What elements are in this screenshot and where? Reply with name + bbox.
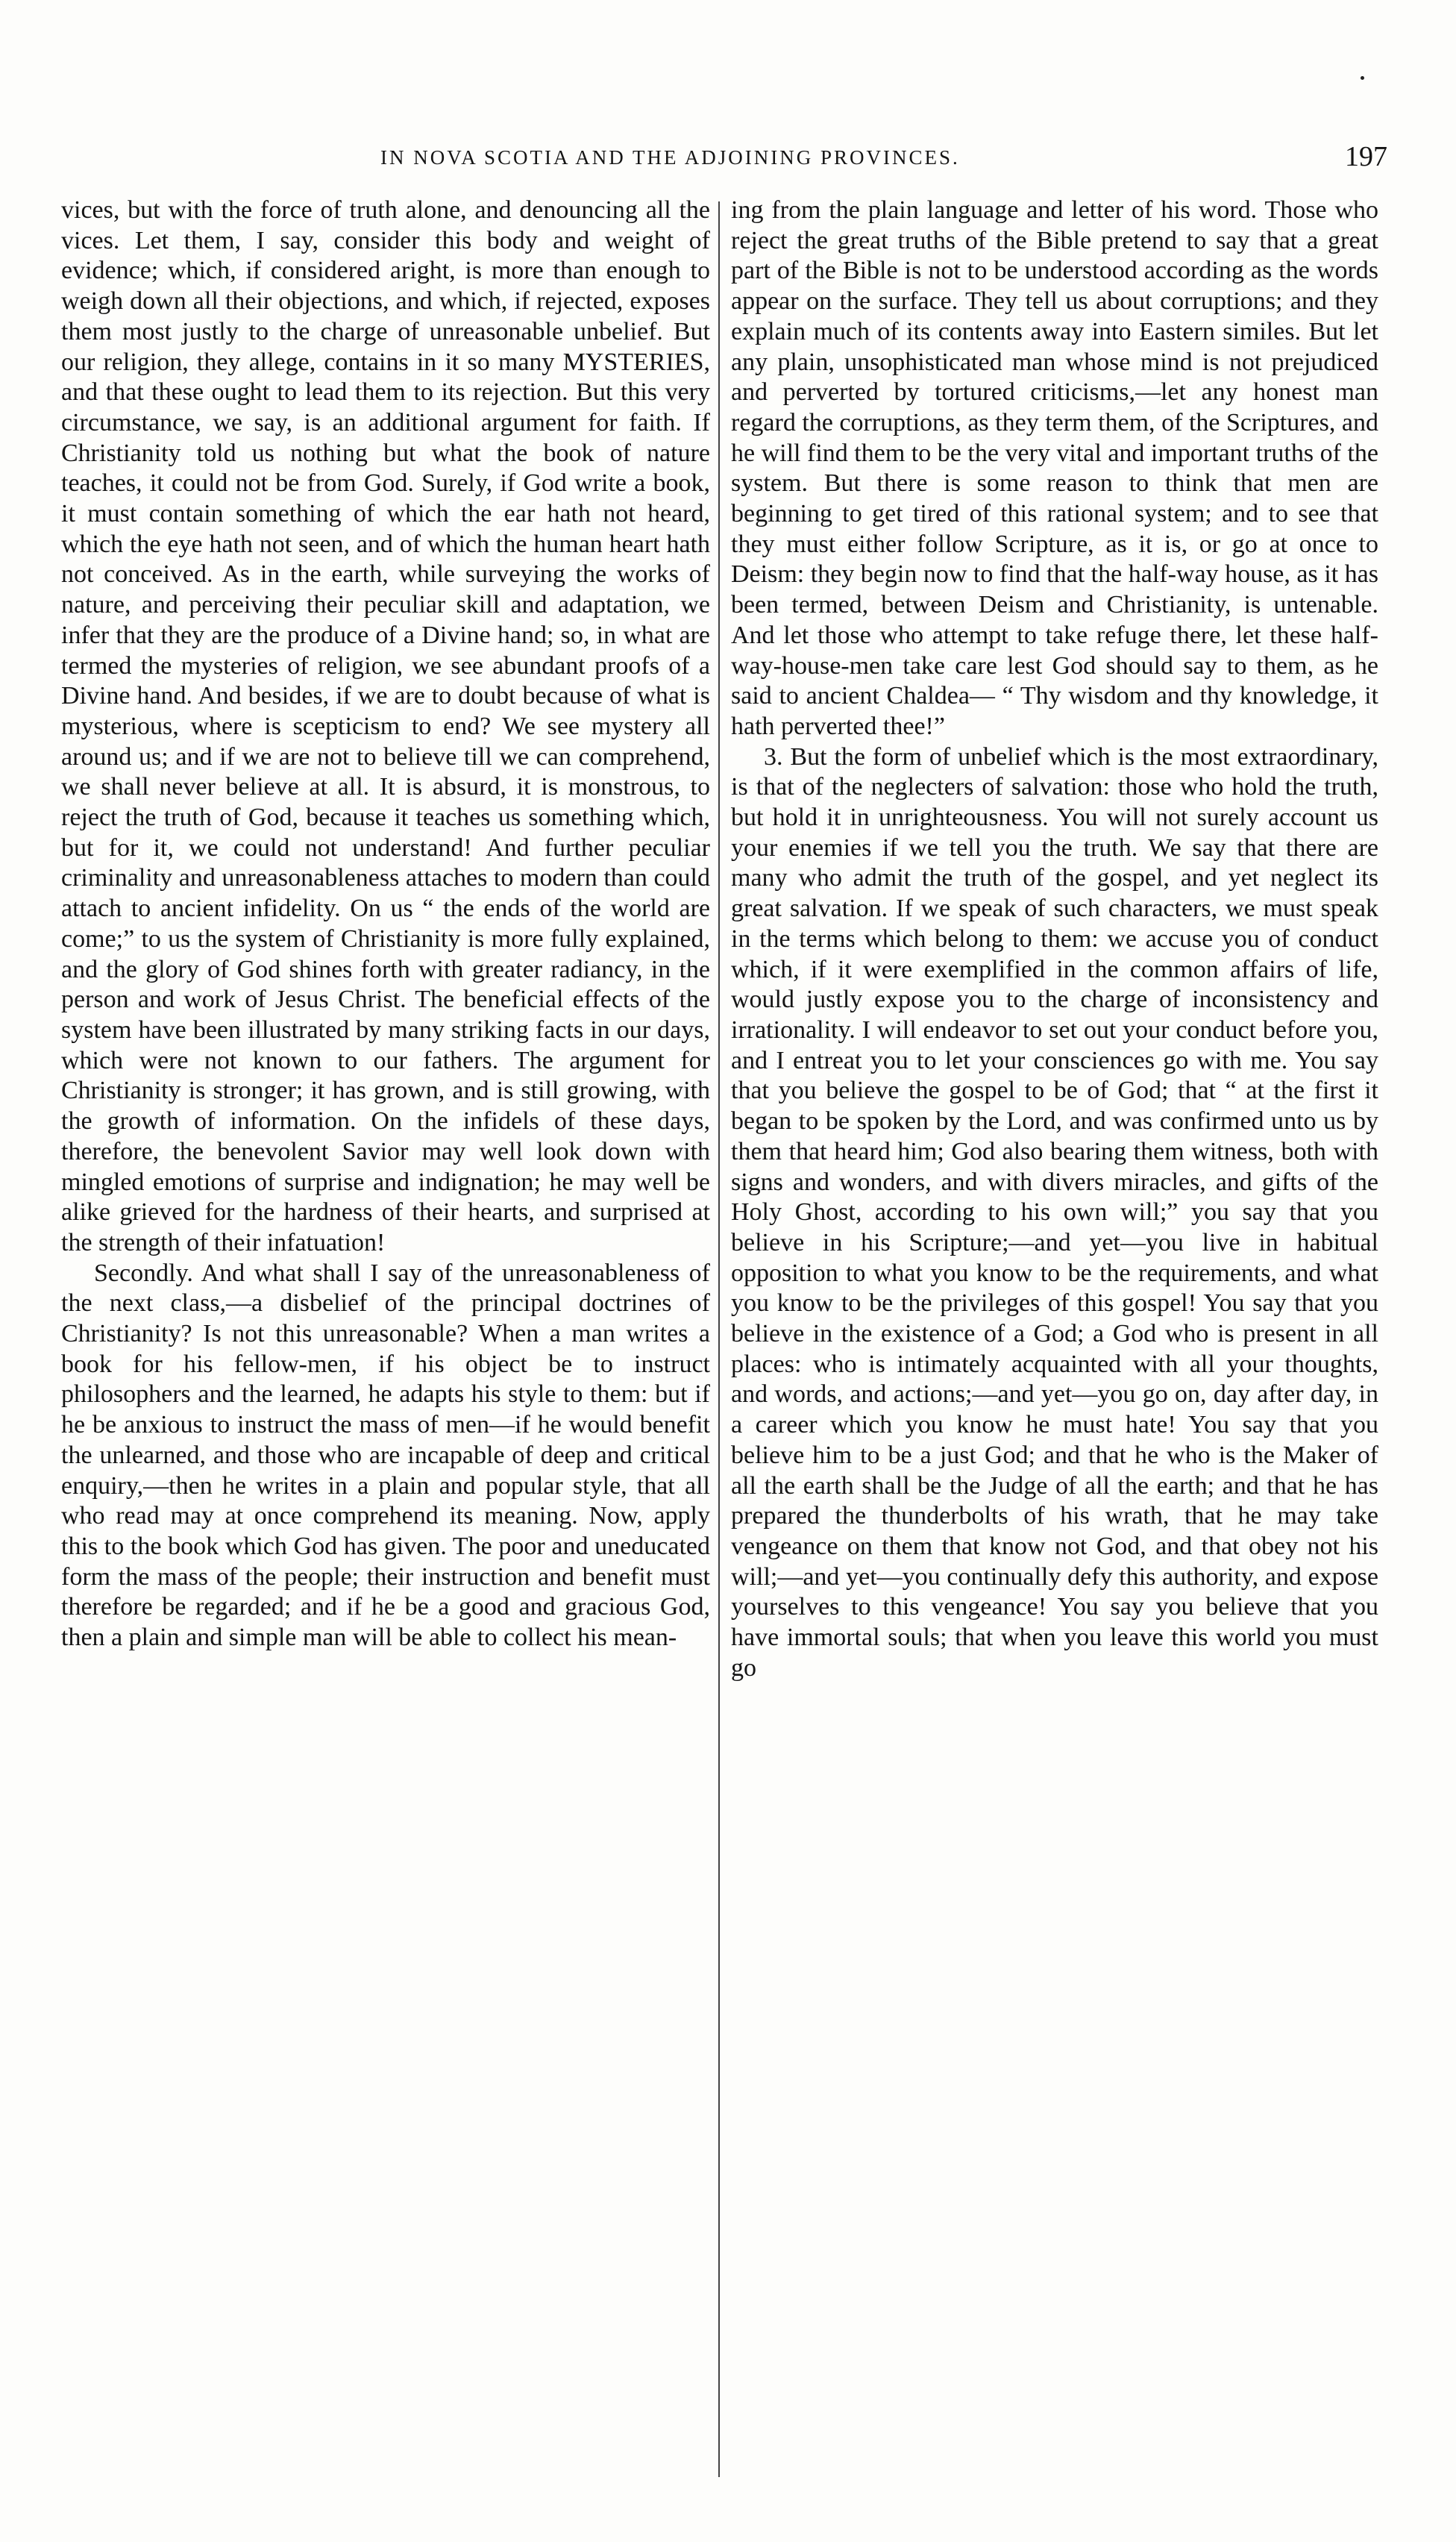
column-divider <box>718 201 720 2477</box>
right-column <box>731 195 1378 2479</box>
running-head <box>224 141 1387 176</box>
page-number: 197 <box>1345 141 1387 172</box>
running-title: IN NOVA SCOTIA AND THE ADJOINING PROVINCES. <box>380 146 960 169</box>
right-paragraph-1: ing from the plain language and letter of his word. Those who reject the great truths of the Bible pretend to say that a great part of the Bible is not to be understood according as the words appear on the surface. They tell us about corruptions; and they explain much of its contents away into Eastern similes. But let any plain, unsophisticated man whose mind is not prejudiced and perverted by tortured criticisms,—let any honest man regard the corruptions, as they term them, of the Scriptures, and he will find them to be the very vital and important truths of the system. But there is some reason to think that men are beginning to get tired of this rational system; and to see that they must either follow Scripture, as it is, or go at once to Deism: they begin now to find that the half-way house, as it has been termed, between Deism and Christianity, is untenable. And let those who attempt to take refuge there, let these half-way-house-men take care lest God should say to them, as he said to ancient Chaldea— “ Thy wisdom and thy knowledge, it hath perverted thee!” <box>731 196 1378 740</box>
right-paragraph-2: 3. But the form of unbelief which is the most extraordinary, is that of the neglecters of salvation: those who hold the truth, but hold it in unrighteousness. You will not surely account us your enemies if we tell you the truth. We say that there are many who admit the truth of the gospel, and yet neglect its great salvation. If we speak of such characters, we must speak in the terms which belong to them: we accuse you of conduct which, if it were exemplified in the common affairs of life, would justly expose you to the charge of inconsistency and irrationality. I will endeavor to set out your conduct before you, and I entreat you to let your consciences go with me. You say that you believe the gospel to be of God; that “ at the first it began to be spoken by the Lord, and was confirmed unto us by them that heard him; God also bearing them witness, both with signs and wonders, and with divers miracles, and gifts of the Holy Ghost, according to his own will;” you say that you believe in his Scripture;—and yet—you live in habitual opposition to what you know to be the requirements, and what you know to be the privileges of this gospel! You say that you believe in the existence of a God; a God who is present in all places: who is intimately acquainted with all your thoughts, and words, and actions;—and yet—you go on, day after day, in a career which you know he must hate! You say that you believe him to be a just God; and that he who is the Maker of all the earth shall be the Judge of all the earth; and that he has prepared the thunderbolts of his wrath, that he may take vengeance on them that know not God, and that obey not his will;—and yet—you continually defy this authority, and expose yourselves to this vengeance! You say you believe that you have immortal souls; that when you leave this world you must go <box>731 742 1378 1682</box>
left-column <box>61 195 710 2479</box>
left-paragraph-2: Secondly. And what shall I say of the unreasonableness of the next class,—a disbelief of the principal doctrines of Christianity? Is not this unreasonable? When a man writes a book for his fellow-men, if his object be to instruct philosophers and the learned, he adapts his style to them: but if he be anxious to instruct the mass of men—if he would benefit the unlearned, and those who are incapable of deep and critical enquiry,—then he writes in a plain and popular style, that all who read may at once comprehend its meaning. Now, apply this to the book which God has given. The poor and uneducated form the mass of the people; their instruction and benefit must therefore be regarded; and if he be a good and gracious God, then a plain and simple man will be able to collect his mean- <box>61 1259 710 1652</box>
print-speck <box>1361 76 1364 80</box>
left-paragraph-1: vices, but with the force of truth alone, and denouncing all the vices. Let them, I say, consider this body and weight of evidence; which, if considered aright, is more than enough to weigh down all their objections, and which, if rejected, exposes them most justly to the charge of unreasonable unbelief. But our religion, they allege, contains in it so many MYSTERIES, and that these ought to lead them to its rejection. But this very circumstance, we say, is an additional argument for faith. If Christianity told us nothing but what the book of nature teaches, it could not be from God. Surely, if God write a book, it must contain something of which the ear hath not heard, which the eye hath not seen, and of which the human heart hath not conceived. As in the earth, while surveying the works of nature, and perceiving their peculiar skill and adaptation, we infer that they are the produce of a Divine hand; so, in what are termed the mysteries of religion, we see abundant proofs of a Divine hand. And besides, if we are to doubt because of what is mysterious, where is scepticism to end? We see mystery all around us; and if we are not to believe till we can comprehend, we shall never believe at all. It is absurd, it is monstrous, to reject the truth of God, because it teaches us something which, but for it, we could not understand! And further peculiar criminality and unreasonableness attaches to modern than could attach to ancient infidelity. On us “ the ends of the world are come;” to us the system of Christianity is more fully explained, and the glory of God shines forth with greater radiancy, in the person and work of Jesus Christ. The beneficial effects of the system have been illustrated by many striking facts in our days, which were not known to our fathers. The argument for Christianity is stronger; it has grown, and is still growing, with the growth of information. On the infidels of these days, therefore, the benevolent Savior may well look down with mingled emotions of surprise and indignation; he may well be alike grieved for the hardness of their hearts, and surprised at the strength of their infatuation! <box>61 196 710 1256</box>
